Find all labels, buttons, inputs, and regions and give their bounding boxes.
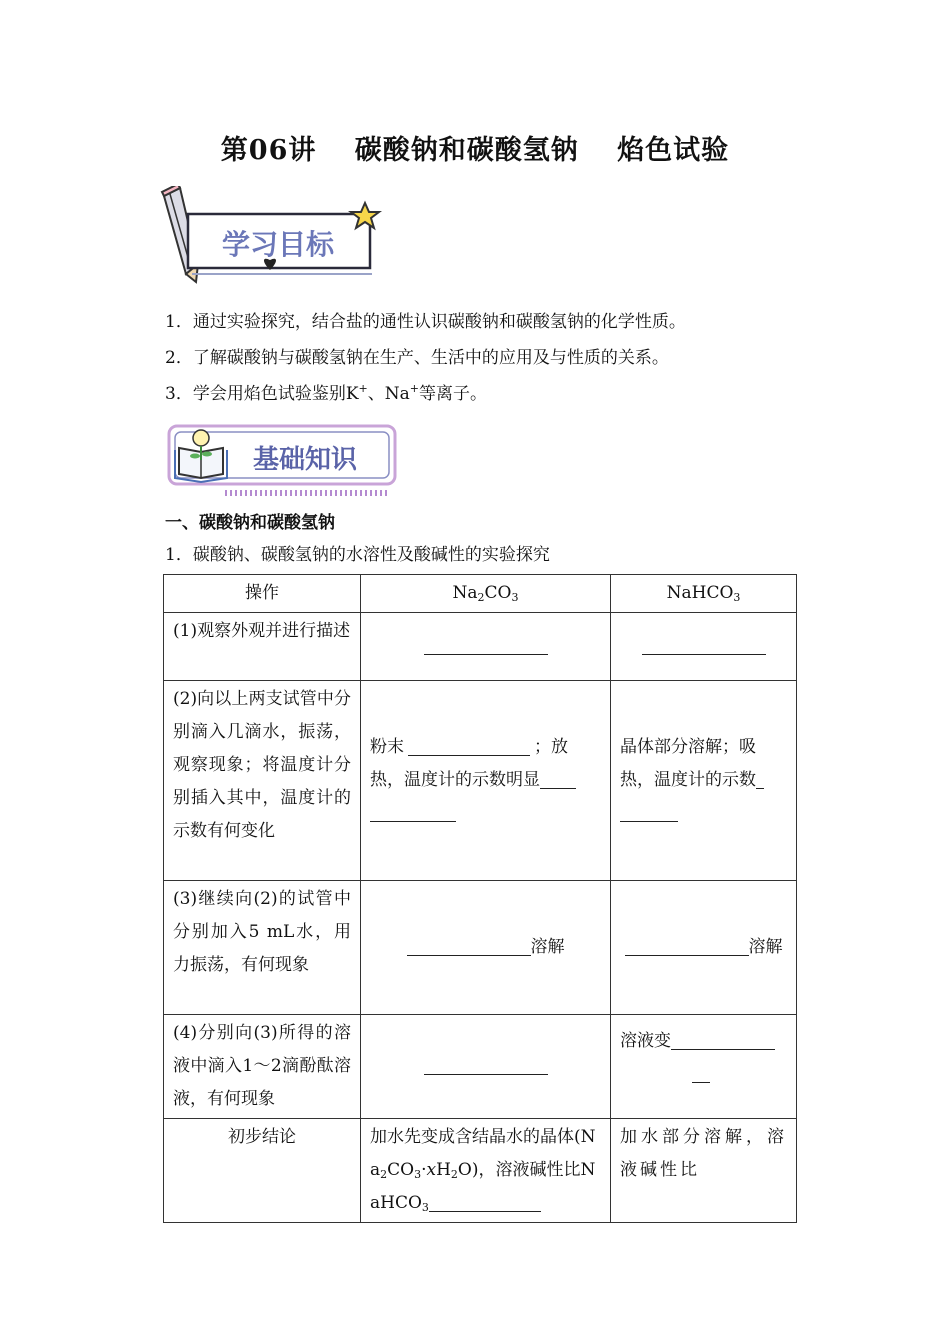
answer-blank[interactable] [671,1029,775,1050]
topic-carbonates: 碳酸钠和碳酸氢钠 [354,135,579,166]
operation-cell: (3)继续向(2)的试管中分别加入5 mL水，用力振荡，有何现象 [164,881,361,1015]
goal-item: 2．了解碳酸钠与碳酸氢钠在生产、生活中的应用及与性质的关系。 [165,348,669,368]
page-title [0,128,950,167]
na2co3-conclusion: 加水先变成含结晶水的晶体$(Na_2CO_3\cdot xH_2O)$，溶液碱性比NaHCO$_3$ [361,1119,611,1223]
experiment-table [163,574,797,1223]
basic-knowledge-label: 基础知识 [252,445,358,475]
goal-item: 1．通过实验探究，结合盐的通性认识碳酸钠和碳酸氢钠的化学性质。 [165,312,686,332]
answer-blank[interactable] [540,768,576,789]
learning-goals-label: 学习目标 [221,228,335,261]
learning-goals-banner [158,186,386,290]
table-row [164,881,797,1015]
answer-blank[interactable] [407,935,531,956]
lecture-number: 第06讲 [220,135,317,166]
answer-blank[interactable] [756,768,764,789]
table-row [164,1015,797,1119]
answer-blank[interactable] [625,935,749,956]
operation-cell: (2)向以上两支试管中分别滴入几滴水，振荡，观察现象；将温度计分别插入其中，温度计的示数有何变化 [164,681,361,881]
nahco3-dissolve: 溶解 [611,881,797,1015]
na2co3-dissolve: 溶解 [361,881,611,1015]
conclusion-label: 初步结论 [164,1119,361,1223]
answer-blank[interactable] [361,1015,611,1119]
answer-blank[interactable] [370,801,456,822]
section-heading: 一、碳酸钠和碳酸氢钠 [165,513,335,533]
answer-blank[interactable] [692,1062,710,1083]
operation-cell: (1)观察外观并进行描述 [164,613,361,681]
answer-blank[interactable] [408,735,530,756]
table-header-row [164,575,797,613]
header-na2co3: $Na_2CO_3$ [361,575,611,613]
answer-blank[interactable] [620,801,678,822]
nahco3-conclusion: 加水部分溶解，溶液碱性比 [611,1119,797,1223]
answer-blank[interactable] [429,1191,541,1212]
sub-heading: 1．碳酸钠、碳酸氢钠的水溶性及酸碱性的实验探究 [165,545,550,565]
na2co3-observation: 粉末 ；放热，温度计的示数明显 [361,681,611,881]
basic-knowledge-banner [165,420,400,500]
table-row [164,613,797,681]
topic-flame-test: 焰色试验 [617,135,730,166]
table-row [164,1119,797,1223]
goal-item: 3．学会用焰色试验鉴别K+、Na+等离子。 [165,382,487,404]
header-nahco3: NaHCO$_3$ [611,575,797,613]
table-row [164,681,797,881]
nahco3-observation: 晶体部分溶解；吸热，温度计的示数 [611,681,797,881]
operation-cell: (4)分别向(3)所得的溶液中滴入1～2滴酚酞溶液，有何现象 [164,1015,361,1119]
nahco3-color-change: 溶液变 [611,1015,797,1119]
header-operation: 操作 [164,575,361,613]
learning-goals-list [165,304,686,412]
answer-blank[interactable] [611,613,797,681]
answer-blank[interactable] [361,613,611,681]
